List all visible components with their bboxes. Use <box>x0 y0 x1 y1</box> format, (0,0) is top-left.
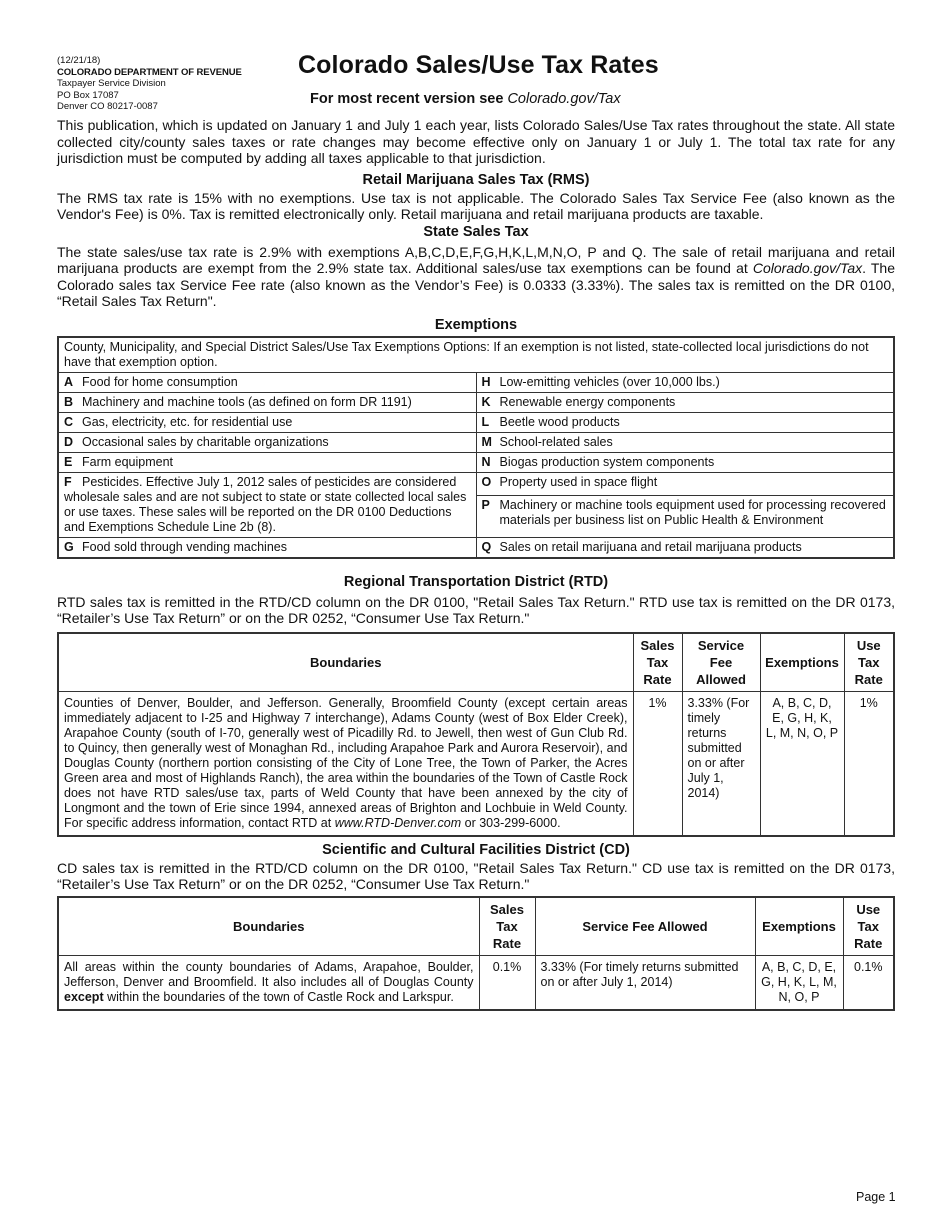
agency-block <box>57 55 242 113</box>
rtd-use-rate: 1% <box>844 691 894 836</box>
exemption-b <box>58 392 476 412</box>
city-zip: Denver CO 80217-0087 <box>57 101 158 112</box>
col-use-rate: Use Tax Rate <box>843 897 894 956</box>
table-row <box>58 372 894 392</box>
boundaries-emphasis: except <box>64 989 104 1004</box>
exemption-letter: E <box>64 454 73 469</box>
exemption-k <box>476 392 894 412</box>
state-paragraph <box>57 244 895 310</box>
subtitle-link[interactable]: Colorado.gov/Tax <box>507 91 621 107</box>
table-row <box>58 412 894 432</box>
cd-paragraph: CD sales tax is remitted in the RTD/CD column on the DR 0100, "Retail Sales Tax Return." CD use tax is remitted on the DR 0173, “Retailer’s Use Tax Return” or on the DR 0252, “Consumer Use Tax Return." <box>57 859 895 892</box>
page-number: Page 1 <box>856 1190 896 1204</box>
boundaries-text: within the boundaries of the town of Castle Rock and Larkspur. <box>107 989 454 1004</box>
table-row <box>58 472 894 496</box>
exemption-letter: G <box>64 539 74 554</box>
col-service-fee: Service Fee Allowed <box>535 897 755 956</box>
exemptions-intro: County, Municipality, and Special District Sales/Use Tax Exemptions Options: If an exemption is not listed, state-collected local jurisdictions do not have that exemption option. <box>58 337 894 373</box>
exemption-f <box>58 472 476 537</box>
state-heading: State Sales Tax <box>423 223 529 240</box>
cd-sales-rate: 0.1% <box>479 955 535 1010</box>
exemption-p <box>476 496 894 537</box>
department-name: COLORADO DEPARTMENT OF REVENUE <box>57 66 242 78</box>
exemption-text: Farm equipment <box>82 454 174 469</box>
exemption-h <box>476 372 894 392</box>
exemption-text: Biogas production system components <box>499 454 715 469</box>
exemption-letter: M <box>481 434 492 449</box>
table-row <box>58 337 894 373</box>
cd-use-rate: 0.1% <box>843 955 894 1010</box>
col-boundaries: Boundaries <box>58 897 479 956</box>
exemption-c <box>58 412 476 432</box>
exemption-o <box>476 472 894 496</box>
document-page <box>57 51 896 1011</box>
cd-boundaries <box>58 955 479 1010</box>
table-row <box>58 955 894 1010</box>
exemption-a <box>58 372 476 392</box>
exemption-text: Property used in space flight <box>499 474 658 489</box>
rtd-paragraph: RTD sales tax is remitted in the RTD/CD column on the DR 0100, "Retail Sales Tax Return." RTD use tax is remitted on the DR 0173, “Retailer’s Use Tax Return” or on the DR 0252, “Consumer Use Tax Return." <box>57 593 895 626</box>
exemption-letter: K <box>481 394 491 409</box>
po-box: PO Box 17087 <box>57 89 119 101</box>
cd-exemptions: A, B, C, D, E, G, H, K, L, M, N, O, P <box>755 955 843 1010</box>
rtd-sales-rate: 1% <box>633 691 682 836</box>
exemption-letter: C <box>64 414 74 429</box>
exemption-text: Gas, electricity, etc. for residential use <box>82 414 293 429</box>
exemption-text: Low-emitting vehicles (over 10,000 lbs.) <box>499 374 720 389</box>
table-row <box>58 452 894 472</box>
rms-paragraph: The RMS tax rate is 15% with no exemptions. Use tax is not applicable. The Colorado Sales Tax Service Fee (also known as the Vendor's Fee) is 0%. Tax is remitted electronically only. Retail marijuana and retail marijuana products are taxable. <box>57 189 895 222</box>
exemption-text: Machinery and machine tools (as defined on form DR 1191) <box>82 394 412 409</box>
exemption-d <box>58 432 476 452</box>
cd-table <box>57 896 895 1011</box>
exemption-letter: D <box>64 434 74 449</box>
table-header-row <box>58 897 894 956</box>
exemption-text: School-related sales <box>499 434 613 449</box>
rtd-phone: or 303-299-6000. <box>464 815 561 830</box>
state-text-2: . The Colorado sales tax Service Fee rate (also known as the Vendor’s Fee) is 0.0333 (3.33%). The sales tax is remitted on the DR 0100, “Retail Sales Tax Return". <box>57 260 896 309</box>
revision-date: (12/21/18) <box>57 55 101 66</box>
rtd-exemptions: A, B, C, D, E, G, H, K, L, M, N, O, P <box>760 691 844 836</box>
division-name: Taxpayer Service Division <box>57 78 166 89</box>
page-subtitle <box>310 91 621 107</box>
exemption-letter: B <box>64 394 74 409</box>
exemption-letter: H <box>481 374 491 389</box>
page-title: Colorado Sales/Use Tax Rates <box>298 51 659 79</box>
cd-heading: Scientific and Cultural Facilities District (CD) <box>322 841 630 858</box>
state-link[interactable]: Colorado.gov/Tax <box>752 260 863 276</box>
exemption-text: Machinery or machine tools equipment used for processing recovered materials per business list on Public Health & Environment <box>499 498 886 528</box>
table-header-row <box>58 633 894 692</box>
exemption-m <box>476 432 894 452</box>
exemption-text: Sales on retail marijuana and retail marijuana products <box>499 539 802 554</box>
boundaries-text: Counties of Denver, Boulder, and Jefferson. Generally, Broomfield County (except certain areas immediately adjacent to I-25 and Highway 7 interchange), Adams County (west of Box Elder Creek), Arapahoe County (south of I-70, generally west of Picadilly Rd. to Jewell, then west of Gun Club Rd. to Quincy, then generally west of Monaghan Rd., including Arapahoe Park and Aurora Reservoir), and Douglas County (northern portion consisting of the City of Lone Tree, the Town of Parker, the Acres Green area and most of Highlands Ranch), the area within the boundaries of the Town of Castle Rock does not have RTD sales/use tax, parts of Weld County that have been annexed by the city of Longmont and the town of Erie since 1994, annexed areas of Brighton and Lochbuie in Weld County. For specific address information, contact RTD at <box>64 695 628 830</box>
exemption-text: Food for home consumption <box>82 374 238 389</box>
intro-paragraph: This publication, which is updated on January 1 and July 1 each year, lists Colorado Sales/Use Tax rates throughout the state. All state collected city/county sales taxes or rate changes may become effective only on January 1 or July 1. The total tax rate for any jurisdiction must be computed by adding all taxes applicable to that jurisdiction. <box>57 117 895 166</box>
exemption-text: Occasional sales by charitable organizations <box>82 434 329 449</box>
col-boundaries: Boundaries <box>58 633 633 692</box>
rtd-heading: Regional Transportation District (RTD) <box>343 573 609 590</box>
exemption-letter: O <box>481 474 492 489</box>
exemption-l <box>476 412 894 432</box>
col-use-rate: Use Tax Rate <box>844 633 894 692</box>
exemption-n <box>476 452 894 472</box>
exemption-letter: N <box>481 454 491 469</box>
exemption-letter: L <box>481 414 490 429</box>
exemption-e <box>58 452 476 472</box>
subtitle-prefix: For most recent version see <box>310 91 504 107</box>
rms-heading: Retail Marijuana Sales Tax (RMS) <box>362 171 590 188</box>
exemptions-heading: Exemptions <box>434 316 518 333</box>
col-exemptions: Exemptions <box>755 897 843 956</box>
table-row <box>58 691 894 836</box>
exemptions-table <box>57 336 895 559</box>
rtd-table <box>57 632 895 837</box>
exemption-text: Beetle wood products <box>499 414 620 429</box>
col-service-fee: Service Fee Allowed <box>682 633 760 692</box>
exemption-letter: Q <box>481 539 492 554</box>
rtd-website-link[interactable]: www.RTD-Denver.com <box>334 815 462 830</box>
col-sales-rate: Sales Tax Rate <box>633 633 682 692</box>
col-sales-rate: Sales Tax Rate <box>479 897 535 956</box>
exemption-text: Pesticides. Effective July 1, 2012 sales of pesticides are considered wholesale sales and are not subject to state or state collected local sales or use taxes. These sales will be reported on the DR 0100 Deductions and Exemptions Schedule Line 2b (8). <box>64 474 467 534</box>
table-row <box>58 392 894 412</box>
exemption-text: Food sold through vending machines <box>82 539 287 554</box>
rtd-boundaries <box>58 691 633 836</box>
exemption-q <box>476 537 894 558</box>
table-row <box>58 432 894 452</box>
table-row <box>58 537 894 558</box>
exemption-letter: P <box>481 498 490 513</box>
state-text-1: The state sales/use tax rate is 2.9% with exemptions A,B,C,D,E,F,G,H,K,L,M,N,O, P and Q. The sale of retail marijuana and retail marijuana products are exempt from the 2.9% state tax. Additional sales/use tax exemptions can be found at <box>57 243 895 276</box>
boundaries-text: All areas within the county boundaries of Adams, Arapahoe, Boulder, Jefferson, Denver and Broomfield. It also includes all of Douglas County <box>64 959 474 989</box>
cd-service-fee: 3.33% (For timely returns submitted on or after July 1, 2014) <box>535 955 755 1010</box>
exemption-text: Renewable energy components <box>499 394 676 409</box>
rtd-service-fee: 3.33% (For timely returns submitted on or after July 1, 2014) <box>682 691 760 836</box>
exemption-letter: A <box>64 374 74 389</box>
exemption-letter: F <box>64 474 72 489</box>
col-exemptions: Exemptions <box>760 633 844 692</box>
exemption-g <box>58 537 476 558</box>
page-header <box>57 51 895 117</box>
